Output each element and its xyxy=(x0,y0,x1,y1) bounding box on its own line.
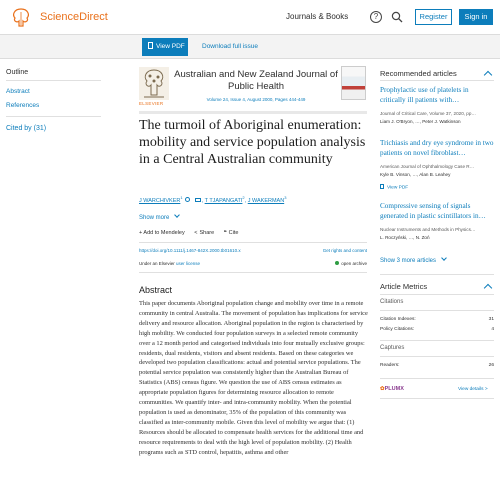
abstract-heading: Abstract xyxy=(139,285,173,295)
plumx-label: PLUMX xyxy=(384,386,404,392)
abstract-text: This paper documents Aboriginal population change and mobility over time in a remote community in central Australia. The movement of population has implications for service delivery and resource allocation. Aboriginal population in the region is characterised by high mobility. We conducted four population surveys in a selected remote community over a 12 month period and categorised individuals into four mutually exclusive groups: residents, dual residents, visitors and absent residents. Based on these categories we developed two population classifications: actual and potential service populations. The potential service population was consistently higher than the Australian Bureau of Statistics (ABS) census figure. We question the use of ABS census estimates as appropriate population figures for determining resource allocation to remote communities. We quantify inter- and intra-community mobility. When the potential population is used as denominator, 35% of the population of this community was classified as inter-community mobile. Given this level of mobility we argue that: (1) Resources should be allocated to compensate health services for the additional time and resource requirements to deal with the high level of population mobility. (2) Health programs such as STD control, hepatitis, asthma and other xyxy=(139,300,368,456)
view-pdf-label: View PDF xyxy=(156,43,185,50)
policy-citations-label: Policy Citations: xyxy=(380,327,415,332)
article-title: The turmoil of Aboriginal enumeration: mobility and service population analysis in a Central Australian community xyxy=(139,118,366,167)
doi-link[interactable]: https://doi.org/10.1111/j.1467-842X.2000.tb01610.x xyxy=(139,248,241,253)
recommended-articles-title: Recommended articles xyxy=(380,69,457,78)
register-button[interactable]: Register xyxy=(415,9,452,25)
metrics-divider xyxy=(380,310,494,311)
cite-icon[interactable]: ❝ xyxy=(223,230,227,236)
outline-divider xyxy=(6,80,101,81)
pdf-icon xyxy=(380,184,384,189)
recommended-article-link[interactable]: Prophylactic use of platelets in critically ill patients with… xyxy=(380,86,469,104)
chevron-down-icon xyxy=(174,212,180,218)
elsevier-logo-icon[interactable] xyxy=(139,67,169,102)
outline-item-abstract[interactable]: Abstract xyxy=(6,88,30,95)
recommended-article-authors: L. Roczyński, …, N. Zoń xyxy=(380,235,430,240)
metrics-top-divider xyxy=(380,274,494,275)
sign-in-button[interactable]: Sign in xyxy=(459,9,493,25)
author-link[interactable]: T TJAPANGATI xyxy=(204,197,243,204)
recommended-divider xyxy=(380,80,494,81)
license-note xyxy=(139,261,200,266)
chevron-up-icon[interactable] xyxy=(484,71,492,79)
author-sup: 3 xyxy=(284,195,287,200)
top-bar xyxy=(0,0,500,35)
citation-indexes-row xyxy=(380,317,494,322)
metrics-divider xyxy=(380,294,494,295)
author-sup: 2 xyxy=(242,195,245,200)
pdf-icon xyxy=(148,42,153,49)
license-divider xyxy=(139,272,367,273)
outline-divider xyxy=(6,116,101,117)
article-toolbar xyxy=(0,35,500,59)
share-icon[interactable]: < xyxy=(194,230,198,236)
readers-label: Readers: xyxy=(380,363,400,368)
user-license-link[interactable]: user license xyxy=(176,261,201,266)
view-details-link[interactable]: View details > xyxy=(458,387,488,392)
citation-indexes-value: 31 xyxy=(488,317,494,322)
captures-heading: Captures xyxy=(380,345,405,351)
elsevier-tree-icon[interactable] xyxy=(8,6,34,28)
show-more-label: Show more xyxy=(139,215,170,221)
cited-by-link[interactable]: Cited by (31) xyxy=(6,125,47,132)
recommended-view-pdf-label: View PDF xyxy=(387,185,409,191)
readers-row xyxy=(380,363,494,368)
open-archive-label: open archive xyxy=(341,261,367,266)
recommended-view-pdf-link[interactable] xyxy=(380,184,408,191)
open-archive-badge xyxy=(335,261,367,266)
publisher-name: ELSEVIER xyxy=(139,101,164,106)
plumx-flower-icon: ✿ xyxy=(380,386,385,392)
actions-divider xyxy=(139,242,367,243)
author-link[interactable]: J WAKERMAN xyxy=(247,197,285,204)
license-prefix: Under an Elsevier xyxy=(139,261,177,266)
policy-citations-value: 4 xyxy=(491,327,494,332)
journals-books-link[interactable]: Journals & Books xyxy=(286,12,349,21)
open-access-dot-icon xyxy=(335,261,339,265)
recommended-article-journal: Nuclear Instruments and Methods in Physics… xyxy=(380,227,476,232)
show-more-button[interactable] xyxy=(139,213,179,221)
download-full-issue-link[interactable]: Download full issue xyxy=(202,43,259,50)
readers-value: 26 xyxy=(488,363,494,368)
journal-cover-image[interactable] xyxy=(341,66,366,100)
search-icon[interactable] xyxy=(391,11,403,23)
plumx-logo[interactable] xyxy=(380,386,404,392)
envelope-icon[interactable] xyxy=(195,198,201,202)
get-rights-link[interactable]: Get rights and content xyxy=(322,248,367,253)
article-actions xyxy=(139,230,246,236)
recommended-article-link[interactable]: Trichiasis and dry eye syndrome in two patients on novel fibroblast… xyxy=(380,139,494,157)
add-to-mendeley-button[interactable]: + Add to Mendeley xyxy=(139,230,185,236)
recommended-article-journal: Journal of Critical Care, Volume 37, 2020, pp… xyxy=(380,111,477,116)
recommended-article-link[interactable]: Compressive sensing of signals generated in plastic scintillators in… xyxy=(380,202,486,220)
chevron-up-icon[interactable] xyxy=(484,284,492,292)
show-more-articles-label: Show 3 more articles xyxy=(380,258,437,264)
outline-item-references[interactable]: References xyxy=(6,102,40,109)
policy-citations-row xyxy=(380,327,494,332)
author-list: J WARCHIVKER$^1$ , T TJAPANGATI$^2$, J WAKERMAN$^3$ xyxy=(139,195,287,204)
outline-title: Outline xyxy=(6,69,29,76)
help-icon[interactable]: ? xyxy=(370,11,382,23)
journal-header-divider xyxy=(139,111,367,114)
brand-name[interactable]: ScienceDirect xyxy=(40,11,108,23)
cite-button[interactable]: Cite xyxy=(228,230,239,236)
metrics-bottom-divider xyxy=(380,398,494,399)
metrics-divider xyxy=(380,356,494,357)
citations-heading: Citations xyxy=(380,299,404,305)
author-link[interactable]: J WARCHIVKER xyxy=(139,197,181,204)
recommended-article-journal: American Journal of Ophthalmology Case R… xyxy=(380,164,475,169)
chevron-down-icon xyxy=(441,255,447,261)
recommended-article-authors: Liam J. O'Bryon, …, Peter J. Watkinson xyxy=(380,119,461,124)
author-sup: 1 xyxy=(180,195,183,200)
citation-indexes-label: Citation Indexes: xyxy=(380,317,416,322)
journal-issue-meta[interactable]: Volume 24, Issue 4, August 2000, Pages 444-449 xyxy=(206,97,306,102)
recommended-article-authors: Kyle B. Vinson, …, Alan B. Leahey xyxy=(380,172,451,177)
share-button[interactable]: Share xyxy=(199,230,215,236)
metrics-divider xyxy=(380,378,494,379)
person-icon[interactable] xyxy=(185,197,190,202)
journal-title[interactable]: Australian and New Zealand Journal of Public Health xyxy=(174,69,338,92)
view-pdf-button[interactable] xyxy=(142,38,188,56)
article-metrics-title: Article Metrics xyxy=(380,282,428,291)
show-more-articles-button[interactable] xyxy=(380,256,446,264)
metrics-divider xyxy=(380,340,494,341)
